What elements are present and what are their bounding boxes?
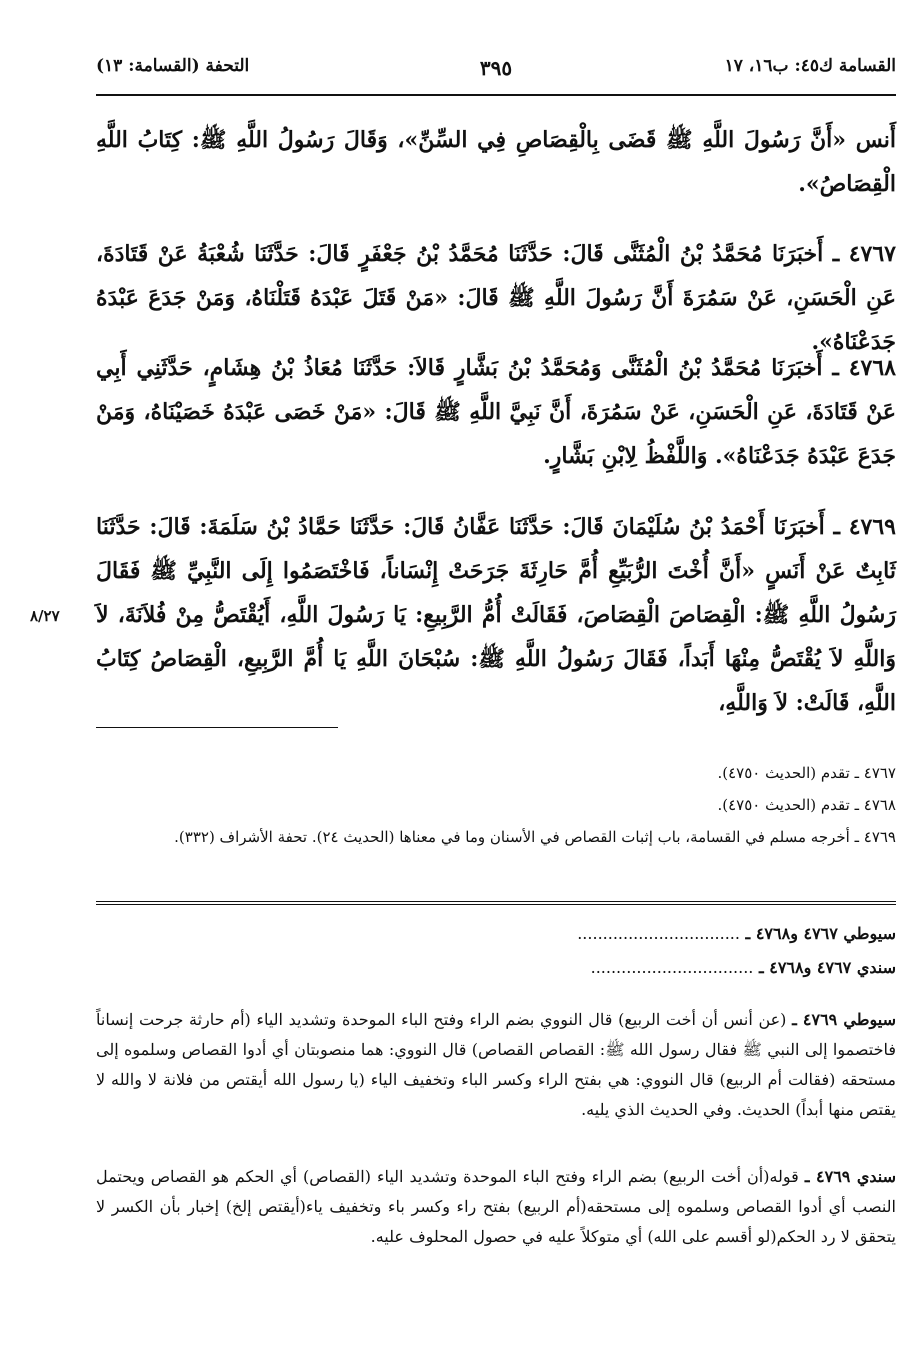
toc-dots: ................................ xyxy=(590,958,754,977)
footnote-4767: ٤٧٦٧ ـ تقدم (الحديث ٤٧٥٠). xyxy=(717,764,896,782)
footnotes xyxy=(96,757,896,853)
footnote-rule xyxy=(96,727,338,728)
header-rule xyxy=(96,94,896,96)
commentary-text: (عن أنس أن أخت الربيع) قال النووي بضم الراء وفتح الباء الموحدة وتشديد الياء (أم حارثة جرحت إنساناً فاختصموا إلى النبي ﷺ فقال رسول الله ﷺ: القصاص القصاص) قال النووي: هما منصوبتان أي أدوا القصاص وسلموه إلى مستحقه (فقالت أم الربيع) قال النووي: هي بفتح الراء وكسر الباء وتخفيف الياء (يا رسول الله أيقتص من فلانة لا والله لا يقتص منها أبداً) الحديث. وفي الحديث الذي يليه. xyxy=(96,1010,896,1119)
header-tuhfa-ref: التحفة (القسامة: ١٣) xyxy=(96,56,250,76)
hadith-4769: ٤٧٦٩ ـ أَخبَرَنَا أَحْمَدُ بْنُ سُلَيْمَانَ قَالَ: حَدَّثَنَا عَفَّانُ قَالَ: حَدَّثَنَا حَمَّادُ بْنُ سَلَمَةَ: قَالَ: حَدَّثَنَا ثَابِتٌ عَنْ أَنَسٍ «أَنَّ أُخْتَ الرُّبَيِّعِ أُمَّ حَارِثَةَ جَرَحَتْ إِنْسَاناً، فَاخْتَصَمُوا إِلَى النَّبِيِّ ﷺ فَقَالَ رَسُولُ اللَّهِ ﷺ: الْقِصَاصَ الْقِصَاصَ، فَقَالَتْ أُمُّ الرَّبِيعِ: يَا رَسُولَ اللَّهِ، أَيُقْتَصُّ مِنْ فُلاَنَةَ، لاَ وَاللَّهِ لاَ يُقْتَصُّ مِنْهَا أَبَداً، فَقَالَ رَسُولُ اللَّهِ ﷺ: سُبْحَانَ اللَّهِ يَا أُمَّ الرَّبِيعِ، الْقِصَاصُ كِتَابُ اللَّهِ، قَالَتْ: لاَ وَاللَّهِ، xyxy=(96,514,896,716)
commentary-label: سندي ٤٧٦٩ ـ xyxy=(804,1167,897,1186)
page-number: ٣٩٥ xyxy=(479,56,513,80)
commentary-label: سيوطي ٤٧٦٩ ـ xyxy=(792,1010,896,1029)
header-chapter: القسامة ك٤٥: ب١٦، ١٧ xyxy=(724,56,896,76)
commentary-rule-thin xyxy=(96,904,896,905)
toc-suyuti-4767 xyxy=(96,924,896,943)
commentary-sindi-4769 xyxy=(96,1162,896,1252)
commentary-rule xyxy=(96,901,896,902)
footnote-4769: ٤٧٦٩ ـ أخرجه مسلم في القسامة، باب إثبات القصاص في الأسنان وما في معناها (الحديث ٢٤). تحفة الأشراف (٣٣٢). xyxy=(174,828,896,846)
margin-volume-ref: ٨/٢٧ xyxy=(30,607,60,625)
commentary-suyuti-4769 xyxy=(96,1005,896,1125)
hadith-continuation: أَنس «أَنَّ رَسُولَ اللَّهِ ﷺ قَضَى بِالْقِصَاصِ فِي السِّنِّ»، وَقَالَ رَسُولُ اللَّهِ ﷺ: كِتَابُ اللَّهِ الْقِصَاصُ». xyxy=(96,127,896,197)
footnote-4768: ٤٧٦٨ ـ تقدم (الحديث ٤٧٥٠). xyxy=(717,796,896,814)
toc-dots: ................................ xyxy=(577,924,740,943)
toc-sindi-4767 xyxy=(96,958,896,977)
hadith-4767: ٤٧٦٧ ـ أَخبَرَنَا مُحَمَّدُ بْنُ الْمُثَنَّى قَالَ: حَدَّثَنَا مُحَمَّدُ بْنُ جَعْفَرٍ قَالَ: حَدَّثَنَا شُعْبَةُ عَنْ قَتَادَةَ، عَنِ الْحَسَنِ، عَنْ سَمُرَةَ أَنَّ رَسُولَ اللَّهِ ﷺ قَالَ: «مَنْ قَتَلَ عَبْدَهُ قَتَلْنَاهُ، وَمَنْ جَدَعَ عَبْدَهُ جَدَعْنَاهُ». xyxy=(96,241,896,355)
commentary-text: قوله(أن أخت الربيع) بضم الراء وفتح الباء الموحدة وتشديد الياء (القصاص) أي الحكم هو القصاص ويحتمل النصب أي أدوا القصاص وسلموه إلى مستحقه(أم الربيع) بفتح راء وكسر باء وتخفيف ياء(أيقتص إلخ) إخبار بأن الكسر لا يتحقق لا رد الحكم(لو أقسم على الله) أي متوكلاً عليه في حصول المحلوف عليه. xyxy=(96,1167,896,1246)
toc-label: سندي ٤٧٦٧ و٤٧٦٨ ـ xyxy=(758,958,896,977)
page-header xyxy=(96,56,896,88)
toc-label: سيوطي ٤٧٦٧ و٤٧٦٨ ـ xyxy=(745,924,896,943)
hadith-4768: ٤٧٦٨ ـ أَخبَرَنَا مُحَمَّدُ بْنُ الْمُثَنَّى وَمُحَمَّدُ بْنُ بَشَّارٍ قَالاَ: حَدَّثَنَا مُعَاذُ بْنُ هِشَامٍ، حَدَّثَنِي أَبِي عَنْ قَتَادَةَ، عَنِ الْحَسَنِ، عَنْ سَمُرَةَ، أَنَّ نَبِيَّ اللَّهِ ﷺ قَالَ: «مَنْ خَصَى عَبْدَهُ خَصَيْنَاهُ، وَمَنْ جَدَعَ عَبْدَهُ جَدَعْنَاهُ». وَاللَّفْظُ لِابْنِ بَشَّارٍ. xyxy=(96,355,896,469)
